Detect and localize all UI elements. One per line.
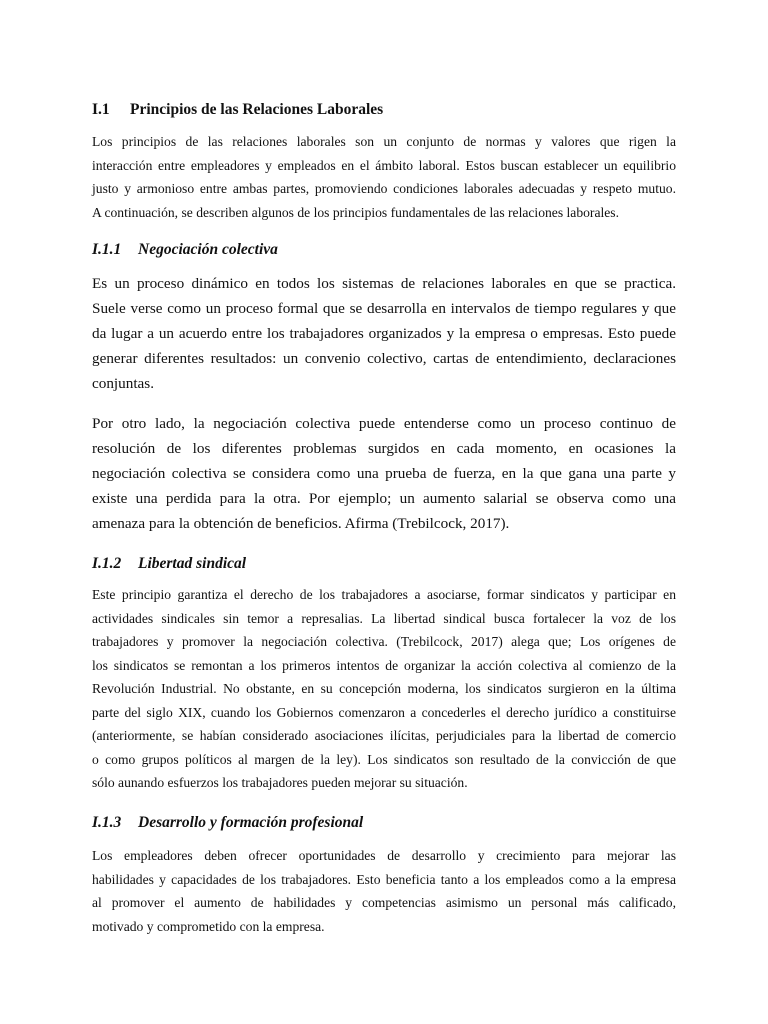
text-line: interacción entre empleadores y empleados en el ámbito laboral. Estos buscan establecer un equilibrio <box>92 157 676 173</box>
text-line: Suele verse como un proceso formal que se desarrolla en intervalos de tiempo regulares y que <box>92 300 676 317</box>
paragraph <box>92 411 676 536</box>
paragraph <box>92 271 676 396</box>
text-line: Los principios de las relaciones laborales son un conjunto de normas y valores que rigen la <box>92 134 676 149</box>
paragraph <box>92 583 676 795</box>
text-line: justo y armonioso entre ambas partes, promoviendo condiciones laborales adecuadas y respeto mutuo. <box>92 181 676 196</box>
paragraph <box>92 844 676 938</box>
subsection-number: I.1.3 <box>92 814 122 831</box>
text-line: al promover el aumento de habilidades y competencias asimismo un personal más calificado, <box>92 895 676 910</box>
subsection-title: Desarrollo y formación profesional <box>138 814 364 831</box>
subsection-number: I.1.1 <box>92 241 122 258</box>
text-line: o como grupos políticos al margen de la ley). Los sindicatos son resultado de la convicción de que <box>92 751 676 767</box>
text-line: trabajadores y promover la negociación colectiva. (Trebilcock, 2017) alega que; Los orígenes de <box>92 634 676 649</box>
intro-paragraph <box>92 130 676 224</box>
subsection-number: I.1.2 <box>92 555 122 572</box>
subsection-heading <box>92 814 363 832</box>
text-line: parte del siglo XIX, cuando los Gobiernos comenzaron a concederles el derecho jurídico a constituirse <box>92 704 676 720</box>
section-number: I.1 <box>92 101 110 118</box>
text-line: actividades sindicales sin temor a represalias. La libertad sindical busca fortalecer la voz de los <box>92 610 676 626</box>
subsection-title: Libertad sindical <box>138 555 247 572</box>
text-line: habilidades y capacidades de los trabajadores. Esto beneficia tanto a los empleados como a la empresa <box>92 871 676 887</box>
subsection-title: Negociación colectiva <box>138 241 278 258</box>
text-line: da lugar a un acuerdo entre los trabajadores organizados y la empresa o empresas. Esto puede <box>92 325 676 342</box>
text-line: Es un proceso dinámico en todos los sistemas de relaciones laborales en que se practica. <box>92 275 676 292</box>
text-line: conjuntas. <box>92 375 155 392</box>
text-line: negociación colectiva se considera como una prueba de fuerza, en la que gana una parte y <box>92 465 676 482</box>
text-line: amenaza para la obtención de beneficios. Afirma (Trebilcock, 2017). <box>92 515 510 532</box>
text-line: (anteriormente, se habían considerado asociaciones ilícitas, perjudiciales para la libertad de comercio <box>92 728 676 743</box>
text-line: Por otro lado, la negociación colectiva puede entenderse como un proceso continuo de <box>92 415 676 432</box>
text-line: motivado y comprometido con la empresa. <box>92 918 325 934</box>
text-line: A continuación, se describen algunos de los principios fundamentales de las relaciones laborales. <box>92 204 619 220</box>
section-title: Principios de las Relaciones Laborales <box>130 101 384 118</box>
subsection-heading <box>92 241 278 259</box>
text-line: Los empleadores deben ofrecer oportunidades de desarrollo y crecimiento para mejorar las <box>92 848 676 863</box>
text-line: resolución de los diferentes problemas surgidos en cada momento, en ocasiones la <box>92 440 676 457</box>
text-line: Este principio garantiza el derecho de los trabajadores a asociarse, formar sindicatos y participar en <box>92 587 676 602</box>
text-line: los sindicatos se remontan a los primeros intentos de organizar la acción colectiva al comienzo de la <box>92 657 676 673</box>
text-line: existe una perdida para la otra. Por ejemplo; un aumento salarial se observa como una <box>92 490 676 507</box>
subsection-heading <box>92 555 246 573</box>
text-line: generar diferentes resultados: un convenio colectivo, cartas de entendimiento, declaraciones <box>92 350 676 367</box>
text-line: Revolución Industrial. No obstante, en su concepción moderna, los sindicatos surgieron en la última <box>92 681 676 696</box>
section-heading <box>92 101 383 119</box>
text-line: sólo aunando esfuerzos los trabajadores pueden mejorar su situación. <box>92 775 468 790</box>
